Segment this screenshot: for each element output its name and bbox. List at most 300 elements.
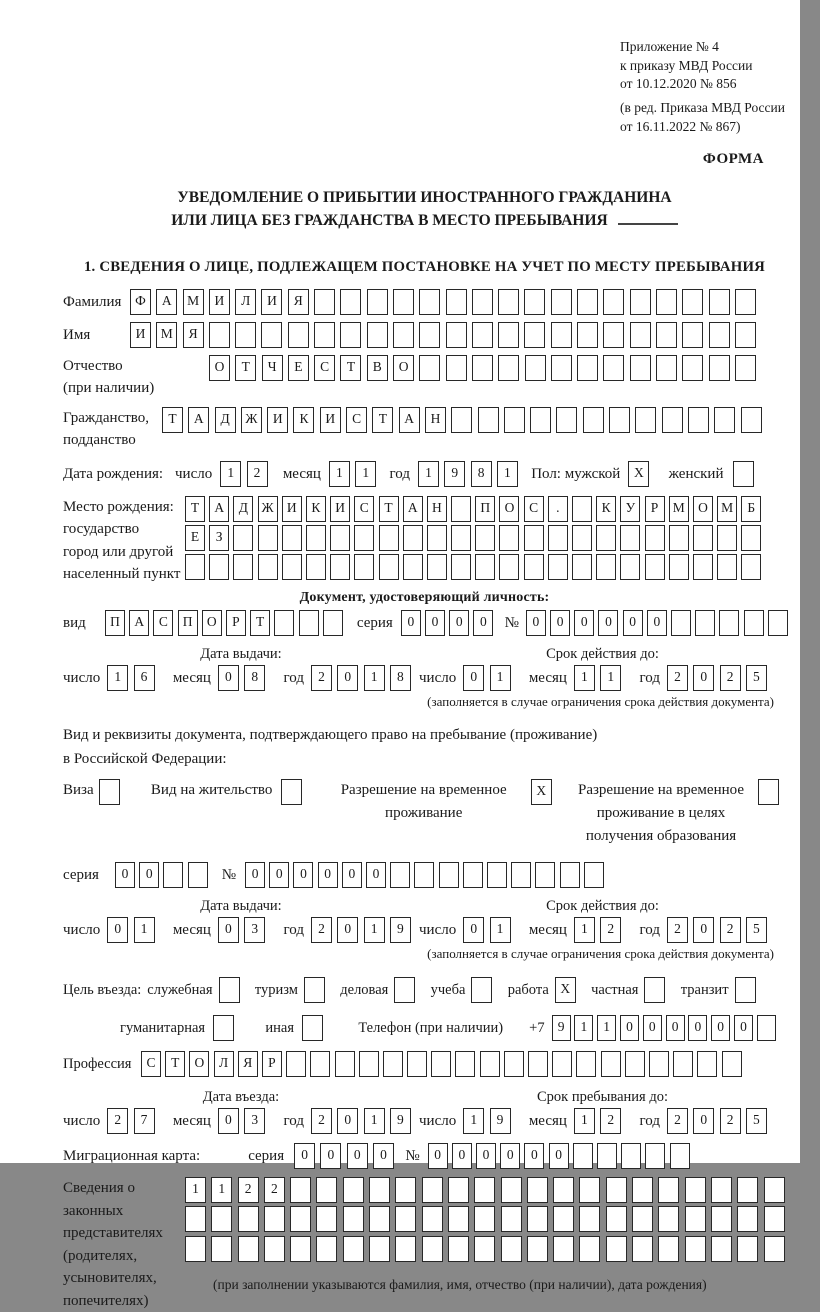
revision-line-2: от 16.11.2022 № 867) — [620, 118, 820, 137]
grid-cell: 0 — [524, 1143, 544, 1169]
option-temp-residence-label: Разрешение на временное проживание — [326, 779, 522, 825]
birth-place-label-line2: государство — [63, 518, 185, 541]
option-residence-permit-checkbox — [281, 779, 307, 805]
grid-cell — [478, 407, 499, 433]
patronymic-row — [63, 355, 786, 400]
grid-cell: 0 — [337, 917, 358, 943]
residence-issue-month-cells — [218, 917, 271, 944]
grid-cell: 9 — [444, 461, 465, 487]
grid-cell: И — [267, 407, 288, 433]
grid-cell — [671, 610, 691, 636]
grid-cell — [709, 289, 730, 315]
representatives-label — [63, 1177, 185, 1312]
grid-cell: С — [314, 355, 335, 381]
grid-cell: 0 — [711, 1015, 730, 1041]
grid-cell — [669, 554, 689, 580]
grid-cell: 0 — [139, 862, 159, 888]
grid-cell — [658, 1236, 679, 1262]
grid-cell: 0 — [500, 1143, 520, 1169]
grid-cell — [235, 322, 256, 348]
grid-cell — [620, 525, 640, 551]
grid-cell — [261, 322, 282, 348]
grid-cell — [579, 1206, 600, 1232]
grid-cell: 0 — [337, 665, 358, 691]
grid-cell: . — [548, 496, 568, 522]
patronymic-cells — [209, 355, 761, 381]
grid-cell — [475, 554, 495, 580]
grid-cell: 2 — [667, 1108, 688, 1134]
grid-cell: 0 — [623, 610, 643, 636]
entry-date-title: Дата въезда: — [63, 1088, 419, 1106]
grid-cell — [764, 1236, 785, 1262]
grid-cell: 0 — [647, 610, 667, 636]
grid-cell — [330, 554, 350, 580]
grid-cell — [343, 1177, 364, 1203]
grid-cell: З — [209, 525, 229, 551]
grid-cell — [741, 525, 761, 551]
grid-cell — [682, 322, 703, 348]
migration-card-row — [63, 1143, 786, 1170]
grid-cell — [335, 1051, 355, 1077]
grid-cell — [744, 610, 764, 636]
identity-series-label: серия — [357, 610, 393, 637]
grid-cell — [553, 1177, 574, 1203]
birth-place-row2-cells — [185, 525, 766, 551]
grid-cell — [403, 525, 423, 551]
grid-cell: Т — [372, 407, 393, 433]
grid-cell — [419, 289, 440, 315]
phone-prefix: +7 — [529, 1015, 544, 1042]
grid-cell — [693, 525, 713, 551]
grid-cell — [579, 1236, 600, 1262]
residence-doc-series-row — [63, 862, 786, 889]
grid-cell — [302, 1015, 323, 1041]
grid-cell — [658, 1177, 679, 1203]
grid-cell: 0 — [401, 610, 421, 636]
grid-cell: 0 — [218, 917, 239, 943]
grid-cell: О — [393, 355, 414, 381]
grid-cell: 0 — [218, 1108, 239, 1134]
grid-cell — [99, 779, 120, 805]
name-row — [63, 322, 786, 349]
surname-label: Фамилия — [63, 289, 130, 316]
grid-cell — [395, 1236, 416, 1262]
grid-cell — [211, 1206, 232, 1232]
representatives-row — [63, 1177, 786, 1312]
grid-cell: 1 — [574, 1108, 595, 1134]
grid-cell: Н — [427, 496, 447, 522]
grid-cell — [359, 1051, 379, 1077]
grid-cell — [446, 355, 467, 381]
grid-cell — [233, 554, 253, 580]
grid-cell — [422, 1236, 443, 1262]
representatives-note: (при заполнении указываются фамилия, имя, отчество (при наличии), дата рождения) — [213, 1277, 790, 1293]
name-label: Имя — [63, 322, 130, 349]
grid-cell — [258, 554, 278, 580]
representatives-row1-cells — [185, 1177, 790, 1203]
grid-cell — [367, 322, 388, 348]
grid-cell: 0 — [425, 610, 445, 636]
grid-cell: 1 — [355, 461, 376, 487]
grid-cell — [282, 525, 302, 551]
grid-cell: 9 — [390, 917, 411, 943]
phone-label: Телефон (при наличии) — [358, 1015, 503, 1042]
grid-cell — [758, 779, 779, 805]
grid-cell — [340, 289, 361, 315]
purpose-humanitarian-label: гуманитарная — [120, 1015, 205, 1042]
grid-cell: 1 — [600, 665, 621, 691]
identity-issue-year-label: год — [284, 665, 304, 692]
identity-kind-cells — [105, 610, 347, 636]
grid-cell — [354, 525, 374, 551]
purpose-label: Цель въезда: — [63, 977, 141, 1004]
grid-cell: 0 — [550, 610, 570, 636]
grid-cell — [645, 525, 665, 551]
grid-cell: У — [620, 496, 640, 522]
grid-cell: М — [183, 289, 204, 315]
stay-until-title: Срок пребывания до: — [419, 1088, 786, 1106]
entry-stay-dates — [63, 1088, 786, 1135]
grid-cell — [498, 355, 519, 381]
grid-cell — [314, 289, 335, 315]
grid-cell — [419, 322, 440, 348]
grid-cell: Л — [235, 289, 256, 315]
grid-cell — [448, 1236, 469, 1262]
residence-issue-day-cells — [107, 917, 160, 944]
grid-cell — [480, 1051, 500, 1077]
birth-place-grid — [185, 496, 766, 584]
purpose-other-checkbox — [302, 1015, 328, 1041]
grid-cell: 0 — [473, 610, 493, 636]
grid-cell: 0 — [366, 862, 386, 888]
identity-valid-month-label: месяц — [529, 665, 567, 692]
grid-cell: X — [555, 977, 576, 1003]
grid-cell — [741, 407, 762, 433]
residence-doc-options — [63, 779, 786, 848]
grid-cell — [768, 610, 788, 636]
grid-cell — [670, 1143, 690, 1169]
grid-cell: А — [129, 610, 149, 636]
grid-cell: Ч — [262, 355, 283, 381]
grid-cell — [733, 461, 754, 487]
identity-series-cells — [401, 610, 498, 636]
purpose-transit — [681, 977, 761, 1004]
grid-cell — [688, 407, 709, 433]
residence-valid-year-label: год — [640, 917, 660, 944]
grid-cell — [427, 525, 447, 551]
grid-cell: 0 — [347, 1143, 368, 1169]
grid-cell — [472, 322, 493, 348]
grid-cell: 0 — [294, 1143, 315, 1169]
grid-cell — [422, 1177, 443, 1203]
grid-cell — [395, 1206, 416, 1232]
grid-cell — [281, 779, 302, 805]
grid-cell — [685, 1206, 706, 1232]
citizenship-label — [63, 407, 162, 452]
grid-cell — [737, 1206, 758, 1232]
grid-cell — [596, 525, 616, 551]
grid-cell — [548, 554, 568, 580]
grid-cell: 0 — [115, 862, 135, 888]
grid-cell: О — [693, 496, 713, 522]
grid-cell: Я — [183, 322, 204, 348]
grid-cell — [369, 1236, 390, 1262]
identity-issue-day-label: число — [63, 665, 100, 692]
grid-cell: 8 — [390, 665, 411, 691]
grid-cell: 0 — [428, 1143, 448, 1169]
grid-cell — [719, 610, 739, 636]
grid-cell — [685, 1236, 706, 1262]
grid-cell: 1 — [497, 461, 518, 487]
grid-cell: О — [209, 355, 230, 381]
identity-issue-title: Дата выдачи: — [63, 645, 419, 663]
grid-cell: 0 — [476, 1143, 496, 1169]
grid-cell — [288, 322, 309, 348]
option-temp-residence-edu-checkbox — [758, 779, 784, 805]
grid-cell: Е — [288, 355, 309, 381]
grid-cell: А — [403, 496, 423, 522]
grid-cell: 2 — [667, 665, 688, 691]
grid-cell: К — [293, 407, 314, 433]
grid-cell — [498, 289, 519, 315]
grid-cell — [211, 1236, 232, 1262]
form-label: ФОРМА — [63, 151, 786, 168]
residence-doc-intro-line2: в Российской Федерации: — [63, 747, 786, 771]
grid-cell — [451, 554, 471, 580]
grid-cell: М — [156, 322, 177, 348]
grid-cell — [527, 1206, 548, 1232]
representatives-label-line2: законных — [63, 1200, 185, 1223]
grid-cell — [711, 1236, 732, 1262]
grid-cell — [669, 525, 689, 551]
grid-cell — [524, 289, 545, 315]
grid-cell: 2 — [720, 1108, 741, 1134]
option-temp-residence-edu-label: Разрешение на временное проживание в целях получения образования — [573, 779, 749, 848]
grid-cell — [185, 1206, 206, 1232]
entry-month-label: месяц — [173, 1108, 211, 1135]
purpose-row — [63, 977, 786, 1004]
residence-doc-intro — [63, 723, 786, 771]
grid-cell: 0 — [693, 665, 714, 691]
grid-cell — [524, 525, 544, 551]
section1-title: 1. СВЕДЕНИЯ О ЛИЦЕ, ПОДЛЕЖАЩЕМ ПОСТАНОВКЕ НА УЧЕТ ПО МЕСТУ ПРЕБЫВАНИЯ — [63, 259, 786, 276]
residence-doc-dates — [63, 897, 786, 944]
grid-cell — [632, 1177, 653, 1203]
grid-cell: 0 — [549, 1143, 569, 1169]
grid-cell — [487, 862, 507, 888]
grid-cell — [264, 1236, 285, 1262]
representatives-label-line5: усыновителях, — [63, 1267, 185, 1290]
birth-year-cells — [418, 461, 523, 487]
grid-cell — [548, 525, 568, 551]
representatives-label-line6: попечителях) — [63, 1290, 185, 1312]
sex-female-label: женский — [669, 461, 724, 488]
grid-cell — [343, 1206, 364, 1232]
grid-cell: 1 — [220, 461, 241, 487]
grid-cell — [524, 554, 544, 580]
birth-month-label: месяц — [283, 461, 321, 488]
grid-cell — [553, 1236, 574, 1262]
grid-cell: Л — [214, 1051, 234, 1077]
representatives-label-line4: (родителях, — [63, 1245, 185, 1268]
grid-cell — [603, 355, 624, 381]
grid-cell: 8 — [244, 665, 265, 691]
grid-cell: 7 — [134, 1108, 155, 1134]
grid-cell — [553, 1206, 574, 1232]
grid-cell — [264, 1206, 285, 1232]
identity-valid-day-label: число — [419, 665, 456, 692]
grid-cell — [354, 554, 374, 580]
grid-cell — [645, 1143, 665, 1169]
grid-cell — [711, 1177, 732, 1203]
grid-cell — [527, 1177, 548, 1203]
grid-cell — [316, 1177, 337, 1203]
grid-cell: А — [399, 407, 420, 433]
profession-row — [63, 1051, 786, 1078]
grid-cell: 0 — [693, 1108, 714, 1134]
grid-cell — [395, 1177, 416, 1203]
grid-cell — [446, 322, 467, 348]
grid-cell — [579, 1177, 600, 1203]
grid-cell: А — [209, 496, 229, 522]
surname-row — [63, 289, 786, 316]
grid-cell: И — [282, 496, 302, 522]
grid-cell — [163, 862, 183, 888]
grid-cell — [422, 1206, 443, 1232]
grid-cell — [403, 554, 423, 580]
grid-cell — [219, 977, 240, 1003]
grid-cell: 2 — [311, 917, 332, 943]
grid-cell: 0 — [342, 862, 362, 888]
grid-cell: Я — [238, 1051, 258, 1077]
patronymic-label-note: (при наличии) — [63, 377, 209, 400]
residence-issue-day-label: число — [63, 917, 100, 944]
grid-cell: 1 — [574, 1015, 593, 1041]
grid-cell: 2 — [264, 1177, 285, 1203]
grid-cell — [620, 554, 640, 580]
grid-cell — [501, 1206, 522, 1232]
residence-validity-note: (заполняется в случае ограничения срока действия документа) — [63, 946, 786, 962]
grid-cell — [658, 1206, 679, 1232]
grid-cell: 2 — [311, 665, 332, 691]
grid-cell — [383, 1051, 403, 1077]
migration-card-label: Миграционная карта: — [63, 1143, 200, 1170]
form-title-line2 — [63, 209, 786, 232]
birth-place-row1-cells — [185, 496, 766, 522]
option-residence-permit-label: Вид на жительство — [151, 779, 272, 802]
grid-cell — [439, 862, 459, 888]
grid-cell — [632, 1236, 653, 1262]
migration-series-label: серия — [248, 1143, 284, 1170]
grid-cell — [379, 525, 399, 551]
grid-cell — [572, 554, 592, 580]
residence-issue-title: Дата выдачи: — [63, 897, 419, 915]
grid-cell: 0 — [452, 1143, 472, 1169]
grid-cell: Т — [165, 1051, 185, 1077]
entry-year-label: год — [284, 1108, 304, 1135]
grid-cell — [535, 862, 555, 888]
grid-cell — [316, 1206, 337, 1232]
grid-cell — [606, 1236, 627, 1262]
grid-cell — [463, 862, 483, 888]
purpose-humanitarian-checkbox — [213, 1015, 239, 1041]
grid-cell — [656, 289, 677, 315]
birth-day-cells — [220, 461, 273, 487]
form-title — [63, 186, 786, 233]
patronymic-label-line1: Отчество — [63, 355, 209, 378]
purpose-work — [508, 977, 581, 1004]
grid-cell: 1 — [364, 1108, 385, 1134]
residence-issue-year-cells — [311, 917, 416, 944]
surname-cells — [130, 289, 761, 315]
grid-cell — [556, 407, 577, 433]
grid-cell — [474, 1206, 495, 1232]
grid-cell: 9 — [490, 1108, 511, 1134]
grid-cell — [446, 289, 467, 315]
grid-cell — [764, 1206, 785, 1232]
grid-cell: 1 — [107, 665, 128, 691]
option-visa-checkbox — [99, 779, 125, 805]
name-cells — [130, 322, 761, 348]
grid-cell — [741, 554, 761, 580]
grid-cell — [258, 525, 278, 551]
grid-cell: 3 — [244, 1108, 265, 1134]
identity-valid-day-cells — [463, 665, 516, 692]
grid-cell — [394, 977, 415, 1003]
grid-cell — [649, 1051, 669, 1077]
grid-cell — [472, 289, 493, 315]
residence-valid-title: Срок действия до: — [419, 897, 786, 915]
grid-cell: И — [209, 289, 230, 315]
grid-cell: 0 — [449, 610, 469, 636]
residence-valid-day-cells — [463, 917, 516, 944]
profession-cells — [141, 1051, 746, 1077]
identity-number-cells — [526, 610, 792, 636]
grid-cell: Д — [215, 407, 236, 433]
grid-cell: О — [189, 1051, 209, 1077]
grid-cell — [455, 1051, 475, 1077]
grid-cell — [577, 355, 598, 381]
grid-cell — [625, 1051, 645, 1077]
grid-cell: Ф — [130, 289, 151, 315]
grid-cell: М — [717, 496, 737, 522]
grid-cell — [630, 322, 651, 348]
birth-place-label-line1: Место рождения: — [63, 496, 185, 519]
grid-cell — [609, 407, 630, 433]
grid-cell: И — [330, 496, 350, 522]
phone-row — [120, 1015, 786, 1042]
grid-cell: Р — [645, 496, 665, 522]
grid-cell — [451, 496, 471, 522]
grid-cell — [369, 1177, 390, 1203]
revision-line-1: (в ред. Приказа МВД России — [620, 99, 820, 118]
birth-place-label-line4: населенный пункт — [63, 563, 185, 586]
grid-cell — [524, 322, 545, 348]
option-visa — [63, 779, 125, 805]
grid-cell: Т — [162, 407, 183, 433]
grid-cell — [644, 977, 665, 1003]
sex-male-label: Пол: мужской — [531, 461, 620, 488]
grid-cell — [238, 1206, 259, 1232]
grid-cell — [630, 355, 651, 381]
grid-cell: В — [367, 355, 388, 381]
grid-cell — [290, 1177, 311, 1203]
grid-cell — [310, 1051, 330, 1077]
grid-cell — [551, 322, 572, 348]
birth-day-label: число — [175, 461, 212, 488]
option-temp-residence-checkbox — [531, 779, 557, 805]
representatives-row2-cells — [185, 1206, 790, 1232]
